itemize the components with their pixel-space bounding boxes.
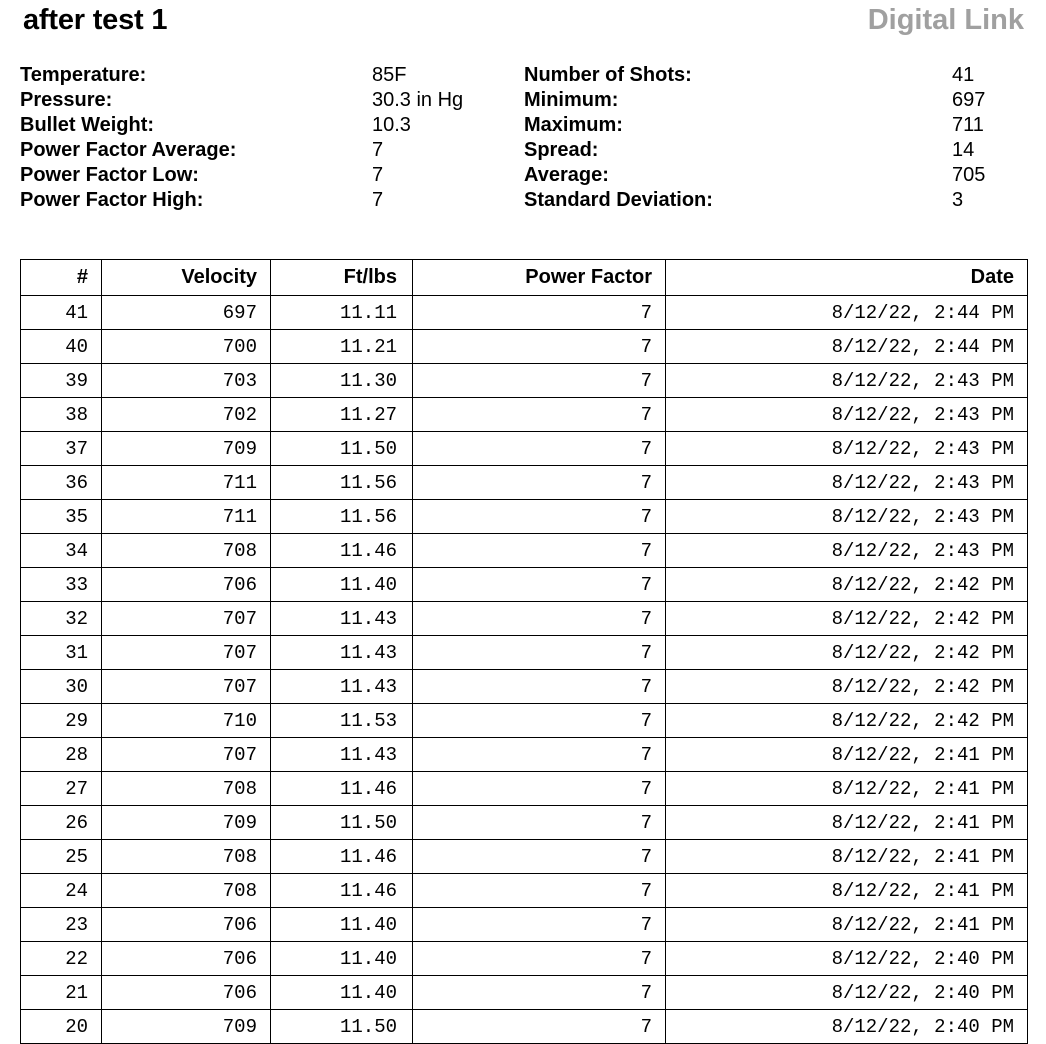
table-row xyxy=(21,398,1028,432)
shot-number-cell: 26 xyxy=(21,806,102,840)
brand-logo-text: Digital Link xyxy=(867,4,1024,36)
velocity-cell: 711 xyxy=(102,466,271,500)
power-factor-cell: 7 xyxy=(413,908,666,942)
power-factor-cell: 7 xyxy=(413,466,666,500)
shot-number-cell: 25 xyxy=(21,840,102,874)
date-cell: 8/12/22, 2:41 PM xyxy=(666,772,1028,806)
velocity-cell: 711 xyxy=(102,500,271,534)
shot-number-cell: 32 xyxy=(21,602,102,636)
date-cell: 8/12/22, 2:40 PM xyxy=(666,1010,1028,1044)
shot-number-cell: 28 xyxy=(21,738,102,772)
velocity-cell: 702 xyxy=(102,398,271,432)
date-cell: 8/12/22, 2:42 PM xyxy=(666,602,1028,636)
table-row xyxy=(21,704,1028,738)
velocity-cell: 707 xyxy=(102,738,271,772)
power-factor-average-label: Power Factor Average: xyxy=(20,139,237,161)
bullet-weight-value: 10.3 xyxy=(372,114,411,136)
date-cell: 8/12/22, 2:42 PM xyxy=(666,568,1028,602)
average-value: 705 xyxy=(952,164,986,186)
power-factor-cell: 7 xyxy=(413,806,666,840)
table-row xyxy=(21,976,1028,1010)
velocity-cell: 706 xyxy=(102,976,271,1010)
ft-lbs-cell: 11.21 xyxy=(271,330,413,364)
shot-number-cell: 40 xyxy=(21,330,102,364)
page-title: after test 1 xyxy=(23,4,168,36)
power-factor-cell: 7 xyxy=(413,602,666,636)
shot-number-cell: 36 xyxy=(21,466,102,500)
date-cell: 8/12/22, 2:41 PM xyxy=(666,874,1028,908)
ft-lbs-cell: 11.56 xyxy=(271,500,413,534)
shot-number-cell: 21 xyxy=(21,976,102,1010)
shot-number-cell: 41 xyxy=(21,296,102,330)
table-row xyxy=(21,500,1028,534)
shot-number-cell: 37 xyxy=(21,432,102,466)
date-cell: 8/12/22, 2:43 PM xyxy=(666,500,1028,534)
power-factor-cell: 7 xyxy=(413,670,666,704)
date-cell: 8/12/22, 2:44 PM xyxy=(666,296,1028,330)
table-row xyxy=(21,908,1028,942)
velocity-cell: 708 xyxy=(102,772,271,806)
ft-lbs-cell: 11.43 xyxy=(271,602,413,636)
velocity-cell: 709 xyxy=(102,1010,271,1044)
power-factor-cell: 7 xyxy=(413,330,666,364)
shot-number-cell: 33 xyxy=(21,568,102,602)
power-factor-cell: 7 xyxy=(413,874,666,908)
velocity-cell: 708 xyxy=(102,534,271,568)
table-row xyxy=(21,874,1028,908)
power-factor-cell: 7 xyxy=(413,942,666,976)
velocity-cell: 708 xyxy=(102,874,271,908)
shot-number-cell: 31 xyxy=(21,636,102,670)
table-row xyxy=(21,568,1028,602)
ft-lbs-cell: 11.46 xyxy=(271,772,413,806)
power-factor-cell: 7 xyxy=(413,636,666,670)
power-factor-cell: 7 xyxy=(413,1010,666,1044)
shot-number-cell: 38 xyxy=(21,398,102,432)
table-row xyxy=(21,942,1028,976)
standard-deviation-label: Standard Deviation: xyxy=(524,189,713,211)
date-cell: 8/12/22, 2:41 PM xyxy=(666,908,1028,942)
ft-lbs-cell: 11.46 xyxy=(271,874,413,908)
column-header-number: # xyxy=(21,260,102,296)
date-cell: 8/12/22, 2:43 PM xyxy=(666,364,1028,398)
power-factor-cell: 7 xyxy=(413,296,666,330)
table-row xyxy=(21,296,1028,330)
table-row xyxy=(21,772,1028,806)
velocity-cell: 708 xyxy=(102,840,271,874)
ft-lbs-cell: 11.11 xyxy=(271,296,413,330)
power-factor-cell: 7 xyxy=(413,500,666,534)
ft-lbs-cell: 11.40 xyxy=(271,976,413,1010)
velocity-cell: 707 xyxy=(102,602,271,636)
power-factor-high-label: Power Factor High: xyxy=(20,189,204,211)
power-factor-average-value: 7 xyxy=(372,139,384,161)
ft-lbs-cell: 11.40 xyxy=(271,908,413,942)
number-of-shots-label: Number of Shots: xyxy=(524,64,692,86)
power-factor-cell: 7 xyxy=(413,432,666,466)
date-cell: 8/12/22, 2:42 PM xyxy=(666,636,1028,670)
ft-lbs-cell: 11.30 xyxy=(271,364,413,398)
date-cell: 8/12/22, 2:43 PM xyxy=(666,466,1028,500)
pressure-label: Pressure: xyxy=(20,89,113,111)
ft-lbs-cell: 11.46 xyxy=(271,534,413,568)
power-factor-cell: 7 xyxy=(413,840,666,874)
shot-number-cell: 22 xyxy=(21,942,102,976)
table-row xyxy=(21,364,1028,398)
power-factor-high-value: 7 xyxy=(372,189,384,211)
date-cell: 8/12/22, 2:41 PM xyxy=(666,806,1028,840)
table-row xyxy=(21,466,1028,500)
velocity-cell: 709 xyxy=(102,432,271,466)
velocity-cell: 706 xyxy=(102,908,271,942)
ft-lbs-cell: 11.43 xyxy=(271,738,413,772)
ft-lbs-cell: 11.50 xyxy=(271,806,413,840)
date-cell: 8/12/22, 2:43 PM xyxy=(666,432,1028,466)
power-factor-cell: 7 xyxy=(413,976,666,1010)
ft-lbs-cell: 11.43 xyxy=(271,636,413,670)
ft-lbs-cell: 11.40 xyxy=(271,568,413,602)
power-factor-cell: 7 xyxy=(413,704,666,738)
column-header-velocity: Velocity xyxy=(102,260,271,296)
power-factor-cell: 7 xyxy=(413,568,666,602)
velocity-cell: 710 xyxy=(102,704,271,738)
standard-deviation-value: 3 xyxy=(952,189,964,211)
velocity-cell: 700 xyxy=(102,330,271,364)
date-cell: 8/12/22, 2:41 PM xyxy=(666,738,1028,772)
ft-lbs-cell: 11.46 xyxy=(271,840,413,874)
ft-lbs-cell: 11.27 xyxy=(271,398,413,432)
table-row xyxy=(21,670,1028,704)
velocity-cell: 709 xyxy=(102,806,271,840)
pressure-value: 30.3 in Hg xyxy=(372,89,464,111)
minimum-value: 697 xyxy=(952,89,986,111)
temperature-value: 85F xyxy=(372,64,407,86)
power-factor-cell: 7 xyxy=(413,364,666,398)
date-cell: 8/12/22, 2:40 PM xyxy=(666,942,1028,976)
table-row xyxy=(21,806,1028,840)
table-row xyxy=(21,330,1028,364)
ft-lbs-cell: 11.56 xyxy=(271,466,413,500)
date-cell: 8/12/22, 2:43 PM xyxy=(666,534,1028,568)
shot-number-cell: 35 xyxy=(21,500,102,534)
date-cell: 8/12/22, 2:44 PM xyxy=(666,330,1028,364)
shot-number-cell: 27 xyxy=(21,772,102,806)
date-cell: 8/12/22, 2:40 PM xyxy=(666,976,1028,1010)
number-of-shots-value: 41 xyxy=(952,64,975,86)
date-cell: 8/12/22, 2:42 PM xyxy=(666,670,1028,704)
date-cell: 8/12/22, 2:41 PM xyxy=(666,840,1028,874)
table-row xyxy=(21,432,1028,466)
ft-lbs-cell: 11.40 xyxy=(271,942,413,976)
shot-number-cell: 30 xyxy=(21,670,102,704)
velocity-cell: 703 xyxy=(102,364,271,398)
spread-label: Spread: xyxy=(524,139,599,161)
shot-number-cell: 24 xyxy=(21,874,102,908)
date-cell: 8/12/22, 2:42 PM xyxy=(666,704,1028,738)
power-factor-cell: 7 xyxy=(413,398,666,432)
table-row xyxy=(21,738,1028,772)
power-factor-low-value: 7 xyxy=(372,164,384,186)
table-row xyxy=(21,534,1028,568)
shot-number-cell: 23 xyxy=(21,908,102,942)
velocity-cell: 707 xyxy=(102,670,271,704)
column-header-date: Date xyxy=(666,260,1028,296)
minimum-label: Minimum: xyxy=(524,89,619,111)
shot-number-cell: 20 xyxy=(21,1010,102,1044)
maximum-value: 711 xyxy=(952,114,984,136)
ft-lbs-cell: 11.43 xyxy=(271,670,413,704)
ft-lbs-cell: 11.50 xyxy=(271,432,413,466)
power-factor-cell: 7 xyxy=(413,738,666,772)
table-row xyxy=(21,602,1028,636)
table-row xyxy=(21,1010,1028,1044)
shot-number-cell: 29 xyxy=(21,704,102,738)
spread-value: 14 xyxy=(952,139,975,161)
table-row xyxy=(21,840,1028,874)
ft-lbs-cell: 11.50 xyxy=(271,1010,413,1044)
shot-number-cell: 39 xyxy=(21,364,102,398)
shots-table-body xyxy=(21,296,1028,1044)
average-label: Average: xyxy=(524,164,609,186)
bullet-weight-label: Bullet Weight: xyxy=(20,114,155,136)
velocity-cell: 706 xyxy=(102,568,271,602)
shot-number-cell: 34 xyxy=(21,534,102,568)
power-factor-low-label: Power Factor Low: xyxy=(20,164,199,186)
maximum-label: Maximum: xyxy=(524,114,623,136)
column-header-power-factor: Power Factor xyxy=(413,260,666,296)
temperature-label: Temperature: xyxy=(20,64,147,86)
velocity-cell: 707 xyxy=(102,636,271,670)
power-factor-cell: 7 xyxy=(413,534,666,568)
power-factor-cell: 7 xyxy=(413,772,666,806)
table-row xyxy=(21,636,1028,670)
ft-lbs-cell: 11.53 xyxy=(271,704,413,738)
table-header-row xyxy=(21,260,1028,296)
shots-table xyxy=(20,259,1028,1044)
date-cell: 8/12/22, 2:43 PM xyxy=(666,398,1028,432)
velocity-cell: 706 xyxy=(102,942,271,976)
velocity-cell: 697 xyxy=(102,296,271,330)
column-header-ft-lbs: Ft/lbs xyxy=(271,260,413,296)
